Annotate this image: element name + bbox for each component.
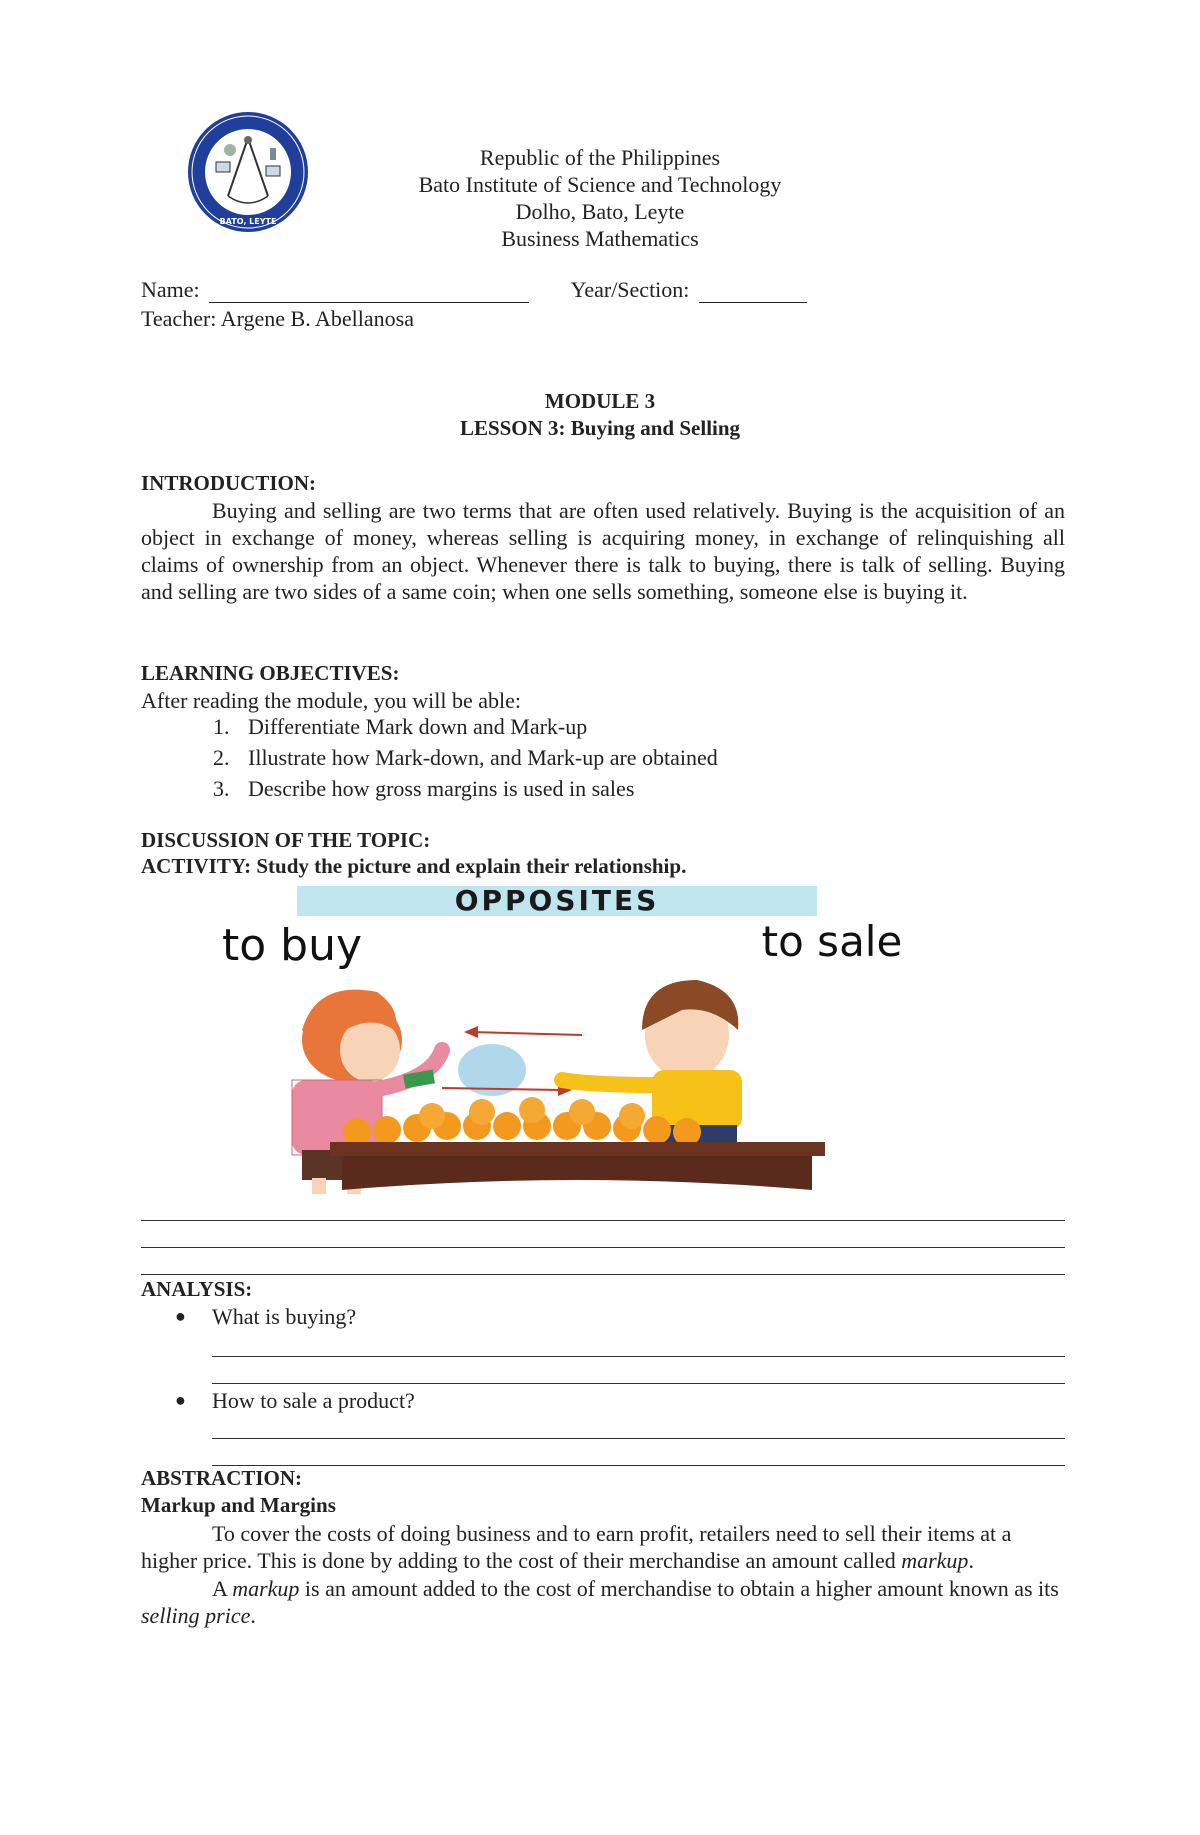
q2-answer-line[interactable] <box>212 1438 1065 1439</box>
buy-sell-illustration <box>142 880 992 1198</box>
name-row <box>141 277 807 303</box>
objectives-list <box>213 714 718 807</box>
name-label: Name: <box>141 277 200 302</box>
objectives-heading: LEARNING OBJECTIVES: <box>141 661 400 685</box>
bullet-icon: ● <box>175 1390 186 1410</box>
discussion-heading: DISCUSSION OF THE TOPIC: <box>141 828 431 852</box>
list-item: 3. Describe how gross margins is used in sales <box>213 776 635 801</box>
analysis-question-2: How to sale a product? <box>212 1388 415 1413</box>
analysis-question-1: What is buying? <box>212 1304 357 1329</box>
header-republic: Republic of the Philippines <box>479 145 721 170</box>
header-address: Dolho, Bato, Leyte <box>515 199 685 224</box>
activity-instruction: ACTIVITY: Study the picture and explain their relationship. <box>141 854 687 878</box>
year-section-field[interactable] <box>699 282 807 303</box>
to-sale-caption: to sale <box>761 917 903 966</box>
header-school-name: Bato Institute of Science and Technology <box>418 172 782 197</box>
school-header <box>300 144 900 252</box>
activity-answer-line[interactable] <box>141 1274 1065 1275</box>
bullet-icon: ● <box>175 1306 186 1326</box>
introduction-text: Buying and selling are two terms that are often used relatively. Buying is the acquisition of an object in exchange of money, whereas selling is acquiring money, in exchange of relinquishing all claims of ownership from an object. Whenever there is talk to buying, there is talk of selling. Buying and selling are two sides of a same coin; when one sells something, someone else is buying it. <box>141 498 1065 604</box>
list-item: 1. Differentiate Mark down and Mark-up <box>213 714 588 739</box>
q1-answer-line[interactable] <box>212 1356 1065 1357</box>
activity-answer-line[interactable] <box>141 1247 1065 1248</box>
year-section-label: Year/Section: <box>570 277 690 302</box>
table-top <box>330 1142 825 1156</box>
name-field[interactable] <box>209 282 529 303</box>
school-seal-logo <box>186 110 310 234</box>
markup-paragraph-1: To cover the costs of doing business and to earn profit, retailers need to sell their items at a higher price. This is done by adding to the cost of their merchandise an amount called markup. <box>141 1521 1012 1573</box>
markup-paragraph-2: A markup is an amount added to the cost of merchandise to obtain a higher amount known as its selling price. <box>141 1576 1059 1628</box>
banner-text: OPPOSITES <box>454 884 660 917</box>
to-buy-caption: to buy <box>221 920 363 971</box>
objectives-lead: After reading the module, you will be able: <box>141 688 521 713</box>
q2-answer-line[interactable] <box>212 1465 1065 1466</box>
teacher-line: Teacher: Argene B. Abellanosa <box>141 306 414 331</box>
introduction-heading: INTRODUCTION: <box>141 471 317 495</box>
activity-answer-line[interactable] <box>141 1220 1065 1221</box>
q1-answer-line[interactable] <box>212 1383 1065 1384</box>
module-title: MODULE 3 <box>544 389 656 413</box>
abstraction-heading: ABSTRACTION: <box>141 1466 303 1490</box>
abstraction-subheading: Markup and Margins <box>141 1493 336 1517</box>
svg-text:BATO, LEYTE: BATO, LEYTE <box>219 217 277 226</box>
analysis-heading: ANALYSIS: <box>141 1277 253 1301</box>
header-subject: Business Mathematics <box>501 226 699 251</box>
list-item: 2. Illustrate how Mark-down, and Mark-up are obtained <box>213 745 718 770</box>
lesson-title: LESSON 3: Buying and Selling <box>459 416 741 440</box>
